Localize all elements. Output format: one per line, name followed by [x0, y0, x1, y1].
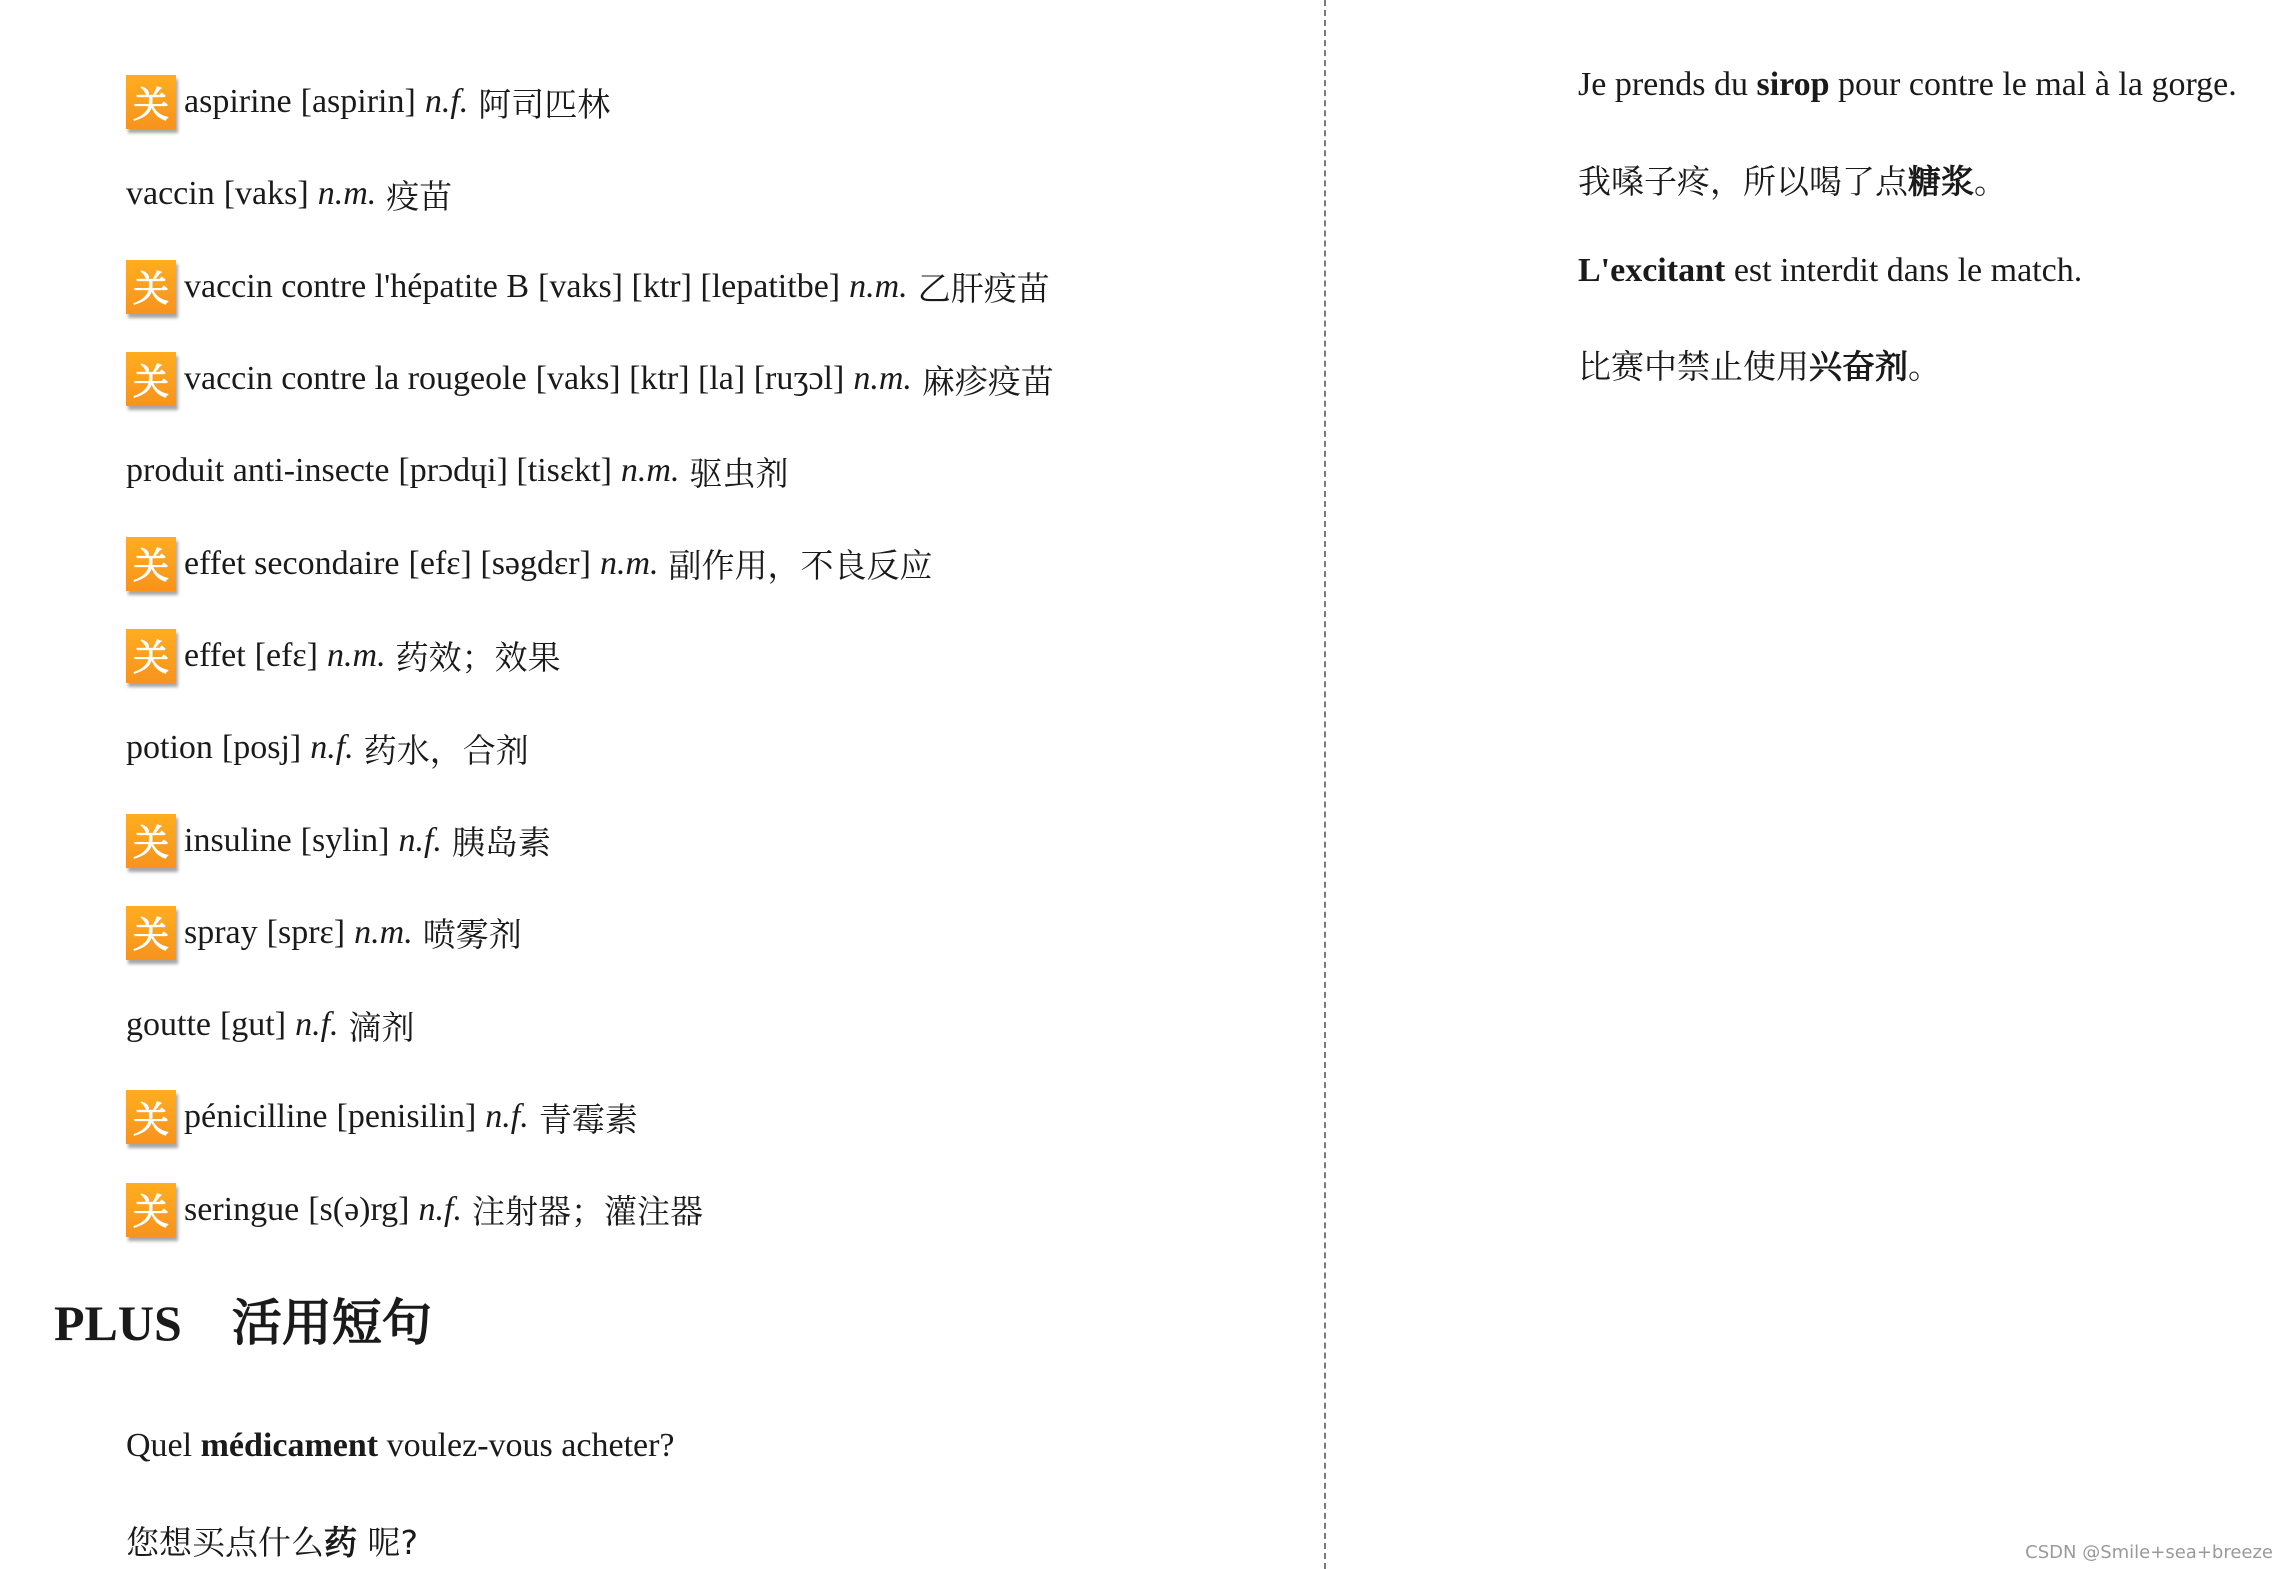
key-word-badge: 关	[126, 629, 176, 683]
vocab-word: produit anti-insecte	[126, 452, 390, 490]
vocab-phonetic: [sylin]	[300, 821, 390, 859]
vocab-translation: 青霉素	[538, 1099, 638, 1139]
vocab-pos: n.m.	[849, 267, 908, 305]
key-word-badge: 关	[126, 352, 176, 406]
vocab-item	[126, 148, 1276, 240]
vocab-word: effet secondaire	[184, 544, 400, 582]
key-word-badge: 关	[126, 1183, 176, 1237]
vocab-word: vaccin	[126, 175, 215, 213]
vocab-translation: 乙肝疫苗	[917, 269, 1050, 309]
vocab-item	[126, 425, 1276, 517]
vocab-pos: n.f.	[485, 1098, 529, 1136]
phrase-3-chinese: 比赛中禁止使用兴奋剂。	[1578, 347, 1941, 386]
phrase-2-chinese: 我嗓子疼，所以喝了点糖浆。	[1578, 162, 2007, 201]
key-word-badge: 关	[126, 814, 176, 868]
vocab-pos: n.f.	[398, 821, 442, 859]
vocab-translation: 喷雾剂	[422, 915, 522, 955]
vocab-pos: n.m.	[599, 544, 659, 582]
vocab-phonetic: [aspirin]	[300, 83, 416, 121]
key-word-badge: 关	[126, 1090, 176, 1144]
key-word-badge: 关	[126, 75, 176, 129]
vocab-phonetic: [efɛ] [səgdɛr]	[408, 544, 591, 582]
vocab-list	[126, 56, 1276, 1256]
vocab-phonetic: [vaks] [ktr] [la] [ruʒɔl]	[535, 360, 845, 398]
watermark: CSDN @Smile+sea+breeze	[2025, 1542, 2273, 1563]
vocab-word: seringue	[184, 1190, 300, 1228]
vocab-translation: 疫苗	[386, 176, 453, 216]
vocab-pos: n.m.	[620, 452, 680, 490]
plus-section-heading	[54, 1283, 432, 1355]
vocab-pos: n.m.	[317, 175, 377, 213]
vocab-phonetic: [gut]	[219, 1006, 287, 1044]
vocab-translation: 药效；效果	[395, 638, 561, 678]
vocab-translation: 副作用，不良反应	[668, 546, 933, 586]
vocab-phonetic: [posj]	[221, 729, 302, 767]
vocab-word: effet	[184, 636, 246, 674]
vocab-item	[126, 794, 1276, 886]
vocab-phonetic: [vaks]	[223, 175, 309, 213]
vocab-item	[126, 517, 1276, 609]
vocab-phonetic: [efɛ]	[254, 636, 319, 674]
vocab-phonetic: [sprɛ]	[266, 913, 346, 951]
vocab-phonetic: [prɔdɥi] [tisɛkt]	[398, 452, 612, 490]
vocab-translation: 滴剂	[348, 1007, 415, 1047]
vocab-word: vaccin contre l'hépatite B	[184, 267, 530, 305]
vocab-pos: n.f.	[310, 729, 354, 767]
vocab-phonetic: [s(ə)rg]	[308, 1190, 410, 1228]
vocab-word: spray	[184, 913, 258, 951]
key-word-badge: 关	[126, 260, 176, 314]
phrase-1-chinese: 您想买点什么药 呢?	[126, 1523, 419, 1562]
vocab-item	[126, 1164, 1276, 1256]
vocab-word: vaccin contre la rougeole	[184, 360, 527, 398]
key-word-badge: 关	[126, 906, 176, 960]
phrase-3-french: L'excitant est interdit dans le match.	[1578, 252, 2083, 289]
vocab-word: aspirine	[184, 83, 292, 121]
key-word-badge: 关	[126, 537, 176, 591]
phrase-1-french: Quel médicament voulez-vous acheter?	[126, 1427, 675, 1464]
vocab-pos: n.f.	[418, 1190, 462, 1228]
vocab-pos: n.f.	[295, 1006, 339, 1044]
vocab-item	[126, 1071, 1276, 1163]
vocab-translation: 麻疹疫苗	[921, 361, 1054, 401]
vocab-item	[126, 702, 1276, 794]
vocab-pos: n.m.	[853, 360, 912, 398]
vocab-word: insuline	[184, 821, 292, 859]
vocab-item	[126, 979, 1276, 1071]
phrase-2-french: Je prends du sirop pour contre le mal à la gorge.	[1578, 66, 2237, 103]
vocab-pos: n.f.	[424, 83, 469, 121]
vocab-item	[126, 610, 1276, 702]
vocab-translation: 胰岛素	[451, 823, 551, 863]
vocab-pos: n.m.	[327, 636, 386, 674]
page-divider	[1324, 0, 1326, 1569]
vocab-item	[126, 887, 1276, 979]
vocab-item	[126, 333, 1276, 425]
vocab-translation: 药水，合剂	[363, 730, 529, 770]
vocab-phonetic: [vaks] [ktr] [lepatitbe]	[538, 267, 841, 305]
vocab-item	[126, 56, 1276, 148]
vocab-translation: 阿司匹林	[478, 84, 611, 124]
vocab-word: potion	[126, 729, 213, 767]
vocab-word: pénicilline	[184, 1098, 328, 1136]
vocab-pos: n.m.	[354, 913, 413, 951]
vocab-item	[126, 241, 1276, 333]
vocab-translation: 注射器；灌注器	[471, 1192, 703, 1232]
plus-heading-latin: PLUS	[54, 1295, 182, 1351]
vocab-translation: 驱虫剂	[689, 453, 789, 493]
vocab-word: goutte	[126, 1006, 211, 1044]
vocab-phonetic: [penisilin]	[336, 1098, 477, 1136]
plus-heading-chinese: 活用短句	[231, 1294, 432, 1352]
